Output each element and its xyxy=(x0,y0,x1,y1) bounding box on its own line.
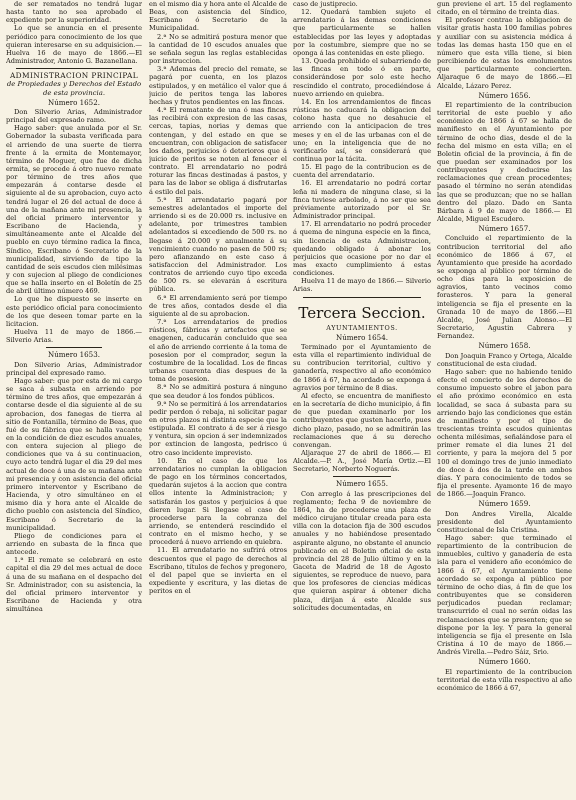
notice-paragraph: Don Silverio Arias, Administrador principal del expresado ramo. xyxy=(6,107,142,125)
divider-rule xyxy=(303,297,421,298)
notice-paragraph: caso de justiprecio. xyxy=(293,0,358,8)
column-2 xyxy=(149,0,287,800)
notice-paragraph: 11. El arrendatario no sufrirá otros descuentos que el pago de derechos al Escribano, títulos de fechos y pregonero, el del papel que se invierta en el expediente y escritura, y las dietas de peritos en el xyxy=(149,546,287,596)
divider-rule xyxy=(333,476,391,477)
notice-paragraph: Huelva 11 de mayo de 1866.— Silverio Arias. xyxy=(293,277,431,294)
notice-paragraph: 17. El arrendatario no podrá proceder á quema de ninguna especie en la finca, sin licencia de esta Administracion, quedando obligado á abonar los perjuicios que ocasione por no dar el mas exacto cumplimiento á estas condiciones. xyxy=(293,220,431,278)
notice-paragraph: 5.ª El arrendatario pagará por semestres adelantados el importe del arriendo si es de 20.000 rs. inclusive en adelante, por trimestres tambien adelantados si excediendo de 500 rs. no llegase á 20.000 y anualmente á su vencimiento cuando no pasen de 500 rs; pero afianzando en este caso á satisfaccion del Administrador. Los contratos de arriendo cuyo tipo exceda de 500 rs. se elevarán á escritura pública. xyxy=(149,195,287,294)
notice-paragraph: Con arreglo á las prescripciones del reglamento; fecha 9 de noviembre de 1864, ha de procederse una plaza de médico cirujano titular creada para esta villa con la dotacion fija de 300 escudos anuales y no habiéndose presentado aspirante alguno, no obstante el anuncio publicado en el Boletin oficial de esta provincia del 28 de Julio último y en la Gaceta de Madrid de 18 de Agosto siguientes, se reproduce de nuevo, para que los profesores de ciencias médicas que quieran aspirar á obtener dicha plaza, dirijan á este Alcalde sus solicitudes documentadas, en xyxy=(293,489,431,612)
notice-paragraph: El profesor contrae la obligacion de visitar gratis hasta 100 familias pobres y auxiliar con su asistencia médica á todas las demas hasta 150 que en el número que esta villa tiene, si bien percibiendo de estas los emolumentos que particularmente concierten. Aljaraque 6 de mayo de 1866.—El Alcalde, Lázaro Perez. xyxy=(437,16,572,90)
divider-rule xyxy=(46,347,102,348)
notice-paragraph: 13. Queda prohibido el subarriendo de las fincas en todo ó en parte, considerándose por solo este hecho rescindido el contrato, procediéndose á nuevo arriendo en quiebra. xyxy=(293,57,431,98)
notice-paragraph: Aljaraque 27 de abril de 1866.— El Alcalde.—P. A., José María Ortiz.—El Secretario, Norberto Noguerás. xyxy=(293,448,431,474)
notice-number: Número 1656. xyxy=(478,90,531,100)
notice-paragraph: 3.ª Ademas del precio del remate, se pagará por cuenta, en los plazos estipulados, y en metálico el valor que á juicio de peritos tenga las labores hechas y frutos pendientes en las fincas. xyxy=(149,65,287,106)
notice-number: Número 1655. xyxy=(336,479,388,489)
notice-number: Número 1659. xyxy=(478,499,531,509)
notice-number: Número 1654. xyxy=(336,332,388,342)
notice-paragraph: 7.ª Los arrendatarios de predios rústicos, fábricas y artefactos que se enagenen, caducarán concluido que sea el año de arriendo corriente á la toma de posesion por el comprador, segun la costumbre de la localidad. Los de fincas urbanas cuarenta dias despues de la toma de posesion. xyxy=(149,318,287,384)
notice-paragraph: Don Andres Virella, Alcalde presidente del Ayuntamiento constitucional de Isla Cristina. xyxy=(437,509,572,534)
section-subtitle: de Propiedades y Derechos del Estado de esta provincia. xyxy=(6,80,142,97)
notice-paragraph: Don Joaquin Franco y Ortega, Alcalde constitucional de esta ciudad. xyxy=(437,351,572,368)
notice-paragraph: Al efecto, se encuentra de manifiesto en la secretaría de dicho municipio, á fin de que puedan examinarlo por los contribuyentes que gusten hacerlo, pues dicho plazo, pasado, no se admitirán las reclamaciones que á su derecho convengan. xyxy=(293,391,431,449)
notice-paragraph: de ser rematados no tendrá lugar hasta tanto no sea aprobado el expediente por la superioridad. xyxy=(6,0,142,25)
notice-paragraph: Concluido el repartimiento de la contribucion territorial del año económico de 1866 á 67, el Ayuntamiento que preside ha acordado se exponga al público por término de ocho dias para la exposicion de agravios, tanto vecinos como forasteros. Y para la general inteligencia se fija el presente en la Granada 10 de mayo de 1866.—El Alcalde, José Julian Alonso.—El Secretario, Agustin Cabrera y Fernandez. xyxy=(437,234,572,341)
notice-paragraph: 12. Quedará tambien sujeto el arrendatario á las demas condiciones que particularmente se hallen establecidas por las leyes y adoptadas por la costumbre, siempre que no se oponga á las contenidas en este pliego. xyxy=(293,8,431,57)
notice-number: Número 1660. xyxy=(478,657,531,667)
notice-number: Número 1653. xyxy=(48,350,100,360)
notice-paragraph: Hago saber: que por esta de mi cargo se saca á subasta en arriendo por término de tres años, que empezarán á contarse desde el dia siguiente al de su aprobacion, dos fanegas de tierra al sitio de Fontanilla, término de Beas, que fué de su fábrica que se halla vacante en la condición de diez escudos anuales, con entera sujecion al pliego de condiciones que va á su continuacion, cuyo acto tendrá lugar el dia 29 del mes actual de doce á una de su mañana ante mi presencia y con asistencia del oficial primero interventor y Escribano de Hacienda, y otro simultáneo en el mismo dia y hora ante el Alcalde de dicho pueblo con asistencia del Síndico, Escribano ó Secretario de la municipalidad. xyxy=(6,376,142,532)
notice-paragraph: Don Silverio Arias, Administrador principal del expresado ramo. xyxy=(6,360,142,377)
notice-paragraph: 15. El pago de la contribucion es de cuenta del arrendatario. xyxy=(293,163,431,180)
notice-paragraph: Hago saber: que terminado el repartimiento de la contribucion de inmuebles, cultivo y ganadería de esta isla para el venidero año económico de 1866 á 67, el Ayuntamiento tiene acordado se exponga al público por término de ocho dias, á fin de que los contribuyentes que se consideren perjudicados puedan reclamar; transcurrido el cual no serán oidas las reclamaciones que se presenten; que se dispone por la ley. Y para la general inteligencia se fija el presente en Isla Cristina á 10 de mayo de 1866.— Andrés Virella.—Pedro Sáiz, Srio. xyxy=(437,534,572,657)
notice-paragraph: 14. En los arrendamientos de fincas rústicas no caducará la obligacion del colono hasta que no desahucie el arriendo con la anticipacion de tres meses y en el de las urbanas con el de uno; en la inteligencia que de no verificarlo así, se considerará que continua por la tácita. xyxy=(293,97,431,163)
column-3 xyxy=(293,0,431,800)
subsection-heading: AYUNTAMIENTOS. xyxy=(326,323,398,332)
notice-paragraph: El repartimiento de la contribucion territorial de este pueblo y año económico de 1866 á 67 se halla de manifiesto en el Ayuntamiento por término de ocho dias, desde el de la fecha del mismo en esta villa; en el Boletin oficial de la provincia, á fin de que puedan ser examinados por los contribuyentes y deducirse las reclamaciones que crean procedentes; pasado el término no serán atendidas las que se produzcan; que no se hallan dentro del plazo. Dado en Santa Bárbara á 9 de mayo de 1866.— El Alcalde, Miguel Escudero. xyxy=(437,100,572,224)
notice-paragraph: Hago saber: que anulada por el Sr. Gobernador la subasta verificada para el arriendo de una suerte de tierra frente á la ermita de Montemayor, término de Moguer, que fue de dicha ermita, se procede á otro nuevo remate por término de tres años que empezarán á contarse desde el siguiente al de su aprobacion, cuyo acto tendrá lugar el 26 del actual de doce á una de la mañana ante mi presencia, la del oficial primero interventor y Escribano de Hacienda, y simultáneamente ante el Alcalde del pueblo en cuyo término radica la finca, Síndico, Escribano ó Secretario de la municipalidad, sirviendo de tipo la cantidad de seis escudos cien milésimas y con sujecion al pliego de condiciones que se halla inserto en el Boletín de 25 de abril último número 469. xyxy=(6,124,142,296)
notice-paragraph: Hago saber: que no habiendo tenido efecto el concierto de los derechos de consumo impuesto sobre el jabon para el año próximo económico en esta localidad, se saca á subasta para su arriendo bajo las condiciones que están de manifiesto y por el tipo de trescientas treinta escudos quinientas ochenta milésimas, señalándose para el primer remate el dia lunes 21 del corriente, y para la mejora del 5 por 100 el domingo tres de junio inmediato de doce á dos de la tarde en ambos días. Y para conocimiento de todos se fija el presente. Ayamonte 16 de mayo de 1866.—Joaquin Franco. xyxy=(437,367,572,499)
notice-paragraph: 6.ª El arrendamiento será por tiempo de tres años, contados desde el dia siguiente al de su aprobacion. xyxy=(149,293,287,318)
section-heading: Tercera Seccion. xyxy=(298,303,426,322)
notice-paragraph: Lo que he dispuesto se inserte en este periódico oficial para conocimiento de los que deseen tomar parte en la licitacion. xyxy=(6,295,142,328)
notice-paragraph: en el mismo dia y hora ante el Alcalde de Beas, con asistencia del Síndico, Escribano ó Secretario de la Municipalidad. xyxy=(149,0,287,33)
notice-paragraph: 1.ª El remate se celebrará en este capital el dia 29 del mes actual de doce á una de su mañana en el despacho del Sr. Administrador, con su asistencia, la del oficial primero interventor y Escribano de Hacienda y otra simultánea xyxy=(6,556,142,614)
notice-paragraph: gun previene el art. 15 del reglamento citado, en el término de treinta dias. xyxy=(437,0,572,17)
notice-paragraph: 8.ª No se admitirá postura á ninguno que sea deudor á los fondos públicos. xyxy=(149,383,287,400)
divider-rule xyxy=(16,68,132,69)
notice-paragraph: Pliego de condiciones para el arriendo en subasta de la finca que antecede. xyxy=(6,531,142,557)
notice-paragraph: 10. En el caso de que los arrendatarios no cumplan la obligacion de pago en los términos concertados, quedarán sujetos á la accion que contra ellos intente la Administracion; y satisfarán los gastos y perjuicios á que dieren lugar. Si llegase el caso de procederse para la cobranza del arriendo, se entenderá rescindido el contrato en el mismo hecho, y se procederá á nuevo arriendo en quiebra. xyxy=(149,456,287,547)
notice-number: Número 1657. xyxy=(478,224,531,234)
notice-paragraph: Lo que se anuncia en el presente periódico para conocimiento de los que quieran interesarse en su adquisicion.— Huelva 16 de mayo de 1866.—El Administrador, Antonio G. Bazanellana. xyxy=(6,24,142,66)
notice-paragraph: 9.ª No se permitirá á los arrendatarios pedir perdon ó rebaja, ni solicitar pagar en otros plazos ni distinta especie que la estipulada. El contrato á de ser á riesgo y ventura, sin opcion á ser indemnizados por extincion de langosta, pedrisco ú otro caso incidente imprevisto. xyxy=(149,399,287,457)
notice-paragraph: Huelva 11 de mayo de 1866.— Silverio Arias. xyxy=(6,328,142,345)
section-title: ADMINISTRACION PRINCIPAL xyxy=(9,71,139,81)
notice-number: Número 1652. xyxy=(48,97,100,107)
notice-paragraph: 2.ª No se admitirá postura menor que la cantidad de 10 escudos anuales que se señala segun las reglas establecidas por instruccion. xyxy=(149,32,287,66)
column-1 xyxy=(6,0,142,800)
notice-paragraph: El repartimiento de la contribucion territorial de esta villa respectivo al año económico de 1866 á 67, xyxy=(437,667,572,692)
column-4 xyxy=(437,0,572,800)
notice-paragraph: 4.ª El rematante de una ó mas fincas las recibirá con expresion de las casas, cercas, tapias, norias y demas que contengan, y del estado en que se encuentran, con obligacion de satisfacer los daños, perjuicios ó deterioros que á juicio de peritos se noten al fenecer el contrato. El arrendatario no podrá roturar las fincas destinadas á pastos, y para las de labor se obliga á disfrutarlas á estilo del pais. xyxy=(149,106,287,196)
notice-paragraph: Terminado por el Ayuntamiento de esta villa el repartimiento individual de su contribucion territorial, cultivo y ganadería, respectivo al año económico de 1866 á 67, ha acordado se exponga á agravios por término de 8 dias. xyxy=(293,342,431,392)
notice-number: Número 1658. xyxy=(478,341,531,351)
notice-paragraph: 16. El arrendatario no podrá cortar leña ni madera de ninguna clase, si la finca tuviese arbolado, á no ser que sea préviamente autorizado por el Sr. Administrador principal. xyxy=(293,179,431,221)
